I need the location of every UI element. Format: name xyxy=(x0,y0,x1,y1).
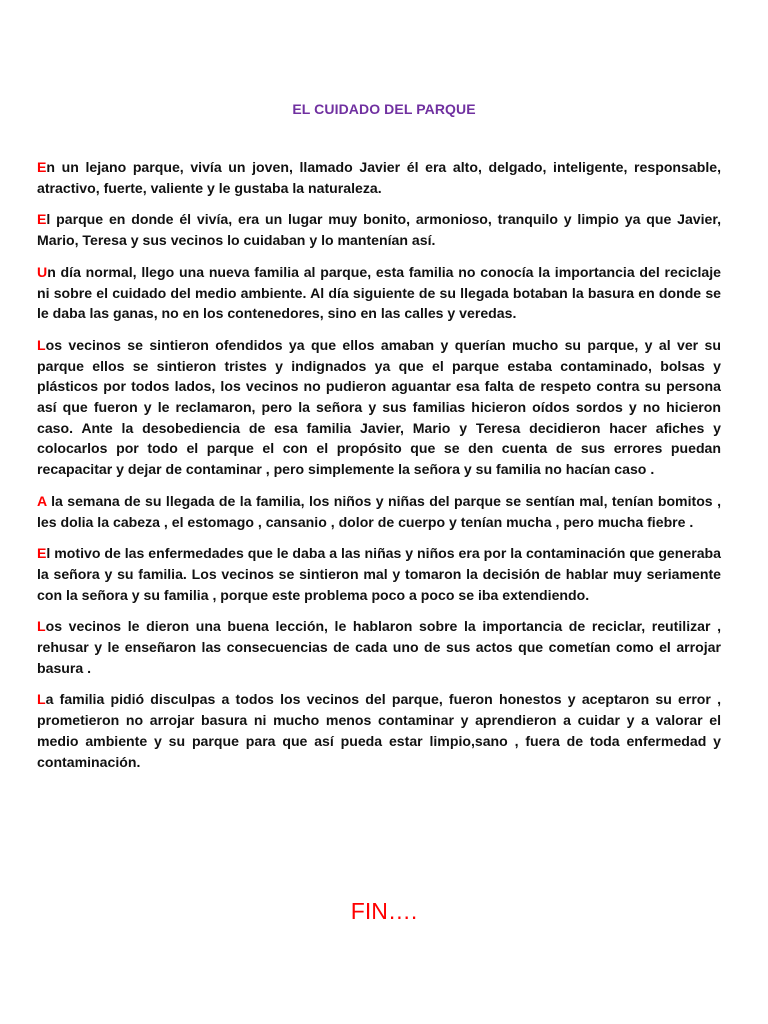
paragraph-initial: E xyxy=(37,545,47,562)
paragraph-initial: L xyxy=(37,336,46,353)
paragraph-5 xyxy=(37,491,721,532)
paragraph-7 xyxy=(37,616,721,678)
paragraph-initial: L xyxy=(37,618,46,635)
paragraph-text: la semana de su llegada de la familia, los niños y niñas del parque se sentían mal, tenían bomitos , les dolia la cabeza , el estomago , cansanio , dolor de cuerpo y tenían mucha , pero mucha fiebre . xyxy=(37,492,721,530)
paragraph-initial: A xyxy=(37,492,47,509)
document-title: EL CUIDADO DEL PARQUE xyxy=(292,101,476,117)
paragraph-text: l motivo de las enfermedades que le daba a las niñas y niños era por la contaminación que generaba la señora y su familia. Los vecinos se sintieron mal y tomaron la decisión de hablar muy seriamente con la señora y su familia , porque este problema poco a poco se iba extendiendo. xyxy=(37,545,721,603)
paragraph-text: os vecinos le dieron una buena lección, le hablaron sobre la importancia de reciclar, reutilizar , rehusar y le enseñaron las consecuencias de cada uno de sus actos que cometían como el arrojar basura . xyxy=(37,618,721,676)
closing-text: FIN…. xyxy=(350,898,418,924)
paragraph-3 xyxy=(37,262,721,324)
paragraph-initial: E xyxy=(37,211,47,228)
paragraph-text: l parque en donde él vivía, era un lugar muy bonito, armonioso, tranquilo y limpio ya que Javier, Mario, Teresa y sus vecinos lo cuidaban y lo mantenían así. xyxy=(37,211,721,249)
paragraph-4 xyxy=(37,335,721,480)
paragraph-text: n día normal, llego una nueva familia al parque, esta familia no conocía la importancia del reciclaje ni sobre el cuidado del medio ambiente. Al día siguiente de su llegada botaban la basura en donde se le daba las ganas, no en los contenedores, sino en las calles y veredas. xyxy=(37,263,721,322)
paragraph-2 xyxy=(37,209,721,250)
paragraph-6 xyxy=(37,543,721,605)
paragraph-initial: L xyxy=(37,691,46,708)
story-body xyxy=(37,157,721,783)
paragraph-text: os vecinos se sintieron ofendidos ya que ellos amaban y querían mucho su parque, y al ver su parque ellos se sintieron tristes y indignados ya que el parque estaba contaminado, bolsas y plásticos por todos lados, los vecinos no pudieron aguantar esa falta de respeto contra su persona así que fueron y le reclamaron, pero la señora y sus familias hicieron oídos sordos y no hicieron caso. Ante la desobediencia de esa familia Javier, Mario y Teresa decidieron hacer afiches y colocarlos por todo el parque el con el propósito que se den cuenta de sus errores puedan recapacitar y dejar de contaminar , pero simplemente la señora y su familia no hacían caso . xyxy=(37,336,721,478)
paragraph-text: n un lejano parque, vivía un joven, llamado Javier él era alto, delgado, inteligente, responsable, atractivo, fuerte, valiente y le gustaba la naturaleza. xyxy=(37,159,721,196)
paragraph-initial: U xyxy=(37,263,48,280)
paragraph-8 xyxy=(37,689,721,772)
paragraph-initial: E xyxy=(37,159,47,175)
paragraph-text: a familia pidió disculpas a todos los vecinos del parque, fueron honestos y aceptaron su error , prometieron no arrojar basura ni mucho menos contaminar y aprendieron a cuidar y a valorar el medio ambiente y su parque para que así pueda estar limpio,sano , fuera de toda enfermedad y contaminación. xyxy=(37,691,721,770)
paragraph-1 xyxy=(37,157,721,198)
